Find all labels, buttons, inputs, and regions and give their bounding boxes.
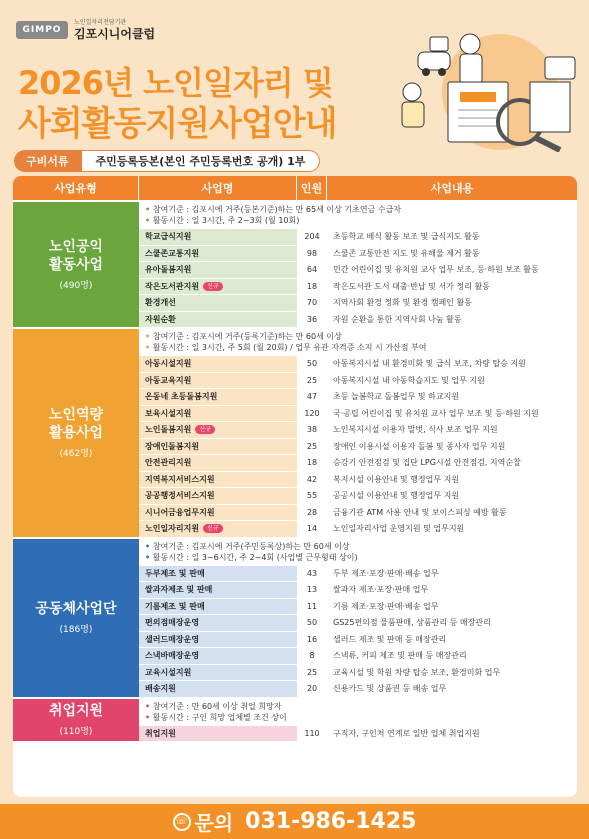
program-name	[139, 312, 297, 328]
section-notes	[139, 329, 577, 355]
program-name	[139, 566, 297, 582]
section-count: (462명)	[59, 449, 93, 460]
program-count: 14	[297, 521, 327, 537]
note-text: 참여기준 : 김포시에 거주(등록기준)하는 만 60세 이상	[152, 332, 342, 341]
program-name-text: 환경개선	[145, 298, 176, 308]
table-row	[139, 565, 577, 582]
program-section	[13, 200, 577, 327]
program-name	[139, 295, 297, 311]
program-count: 25	[297, 439, 327, 455]
program-count: 38	[297, 422, 327, 438]
program-name-text: 두부제조 및 판매	[145, 568, 205, 578]
table-row	[139, 454, 577, 471]
program-name	[139, 406, 297, 422]
program-desc: GS25편의점 물품판매, 상품관리 등 매장관리	[327, 615, 577, 631]
program-count: 42	[297, 472, 327, 488]
program-name	[139, 472, 297, 488]
table-row	[139, 680, 577, 697]
program-name-text: 학교급식지원	[145, 232, 192, 242]
table-row	[139, 311, 577, 328]
program-count: 25	[297, 665, 327, 681]
program-count: 16	[297, 632, 327, 648]
note-text: 활동시간 : 구인 희망 업체별 조건 상이	[152, 712, 287, 722]
note-line	[145, 215, 571, 226]
bullet-icon: •	[145, 216, 153, 225]
note-line	[145, 342, 571, 353]
table-row	[139, 520, 577, 537]
section-notes	[139, 699, 577, 725]
table-row	[139, 664, 577, 681]
program-name	[139, 262, 297, 278]
program-count: 20	[297, 681, 327, 697]
note-line	[145, 712, 571, 723]
table-row	[139, 631, 577, 648]
program-desc: 지역사회 환경 정화 및 환경 캠페인 활동	[327, 295, 577, 311]
contact-footer	[0, 804, 589, 839]
header-type: 사업유형	[13, 176, 139, 200]
table-row	[139, 438, 577, 455]
table-row	[139, 228, 577, 245]
program-count: 8	[297, 648, 327, 664]
program-name-text: 시니어금융업무지원	[145, 507, 215, 517]
logo-name: 김포시니어클럽	[74, 27, 156, 41]
program-desc: 스쿨존 교통안전 지도 및 유해물 제거 활동	[327, 246, 577, 262]
table-row	[139, 487, 577, 504]
header-desc: 사업내용	[430, 182, 474, 195]
table-header	[13, 176, 577, 200]
note-text: 활동시간 : 일 3시간, 주 2~3회 (월 10회)	[152, 216, 300, 225]
contact-phone[interactable]: 031-986-1425	[245, 809, 417, 834]
program-name-text: 작은도서관지원	[145, 281, 200, 291]
section-count: (110명)	[59, 727, 93, 738]
program-desc: 장애인 이용시설 이용자 돌봄 및 종사자 업무 지원	[327, 439, 577, 455]
program-name-text: 아동시설지원	[145, 359, 192, 369]
program-count: 36	[297, 312, 327, 328]
program-section	[13, 327, 577, 537]
table-row	[139, 647, 577, 664]
program-count: 98	[297, 246, 327, 262]
table-row	[139, 261, 577, 278]
logo-subtitle: 노인일자리전담기관	[74, 19, 127, 26]
bullet-icon: •	[145, 205, 153, 214]
program-desc: 신용카드 및 상품권 등 배송 업무	[327, 681, 577, 697]
program-desc: 승강기 안전점검 및 집단 LPG시설 안전점검, 지역순찰	[327, 455, 577, 471]
program-name	[139, 726, 297, 742]
program-count: 25	[297, 373, 327, 389]
required-docs	[14, 150, 574, 172]
table-row	[139, 471, 577, 488]
section-type	[13, 699, 139, 742]
program-section	[13, 537, 577, 697]
program-desc: 노인일자리사업 운영지원 및 업무지원	[327, 521, 577, 537]
program-desc: 쌀과자 제조·포장·판매 업무	[327, 582, 577, 598]
program-count: 70	[297, 295, 327, 311]
note-line	[145, 541, 571, 552]
program-desc: 자원 순환을 통한 지역사회 나눔 활동	[327, 312, 577, 328]
note-text: 참여기준 : 김포시에 거주(등본기준)하는 만 65세 이상 기초연금 수급자	[152, 205, 402, 214]
program-desc: 노인복지시설 이용자 말벗, 식사 보조 업무 지원	[327, 422, 577, 438]
program-name-text: 스쿨존교통지원	[145, 248, 200, 258]
program-desc: 민간 어린이집 및 유치원 교사 업무 보조, 등·하원 보조 활동	[327, 262, 577, 278]
hero	[0, 0, 589, 150]
table-row	[139, 581, 577, 598]
program-name-text: 배송지원	[145, 684, 176, 694]
bullet-icon: •	[145, 343, 153, 352]
program-count: 18	[297, 279, 327, 295]
program-name-text: 아동교육지원	[145, 375, 192, 385]
section-type	[13, 539, 139, 697]
program-section	[13, 697, 577, 742]
program-name-text: 편의점매장운영	[145, 618, 200, 628]
program-count: 18	[297, 455, 327, 471]
program-desc: 초등 늘봄학교 돌봄업무 및 하교지원	[327, 389, 577, 405]
program-name	[139, 505, 297, 521]
seniors-illustration	[380, 22, 580, 152]
table-row	[139, 504, 577, 521]
table-row	[139, 614, 577, 631]
program-count: 50	[297, 615, 327, 631]
program-name	[139, 582, 297, 598]
note-text: 참여기준 : 만 60세 이상 취업 희망자	[152, 701, 282, 711]
program-name	[139, 229, 297, 245]
program-desc: 공공시설 이용안내 및 행정업무 지원	[327, 488, 577, 504]
note-text: 활동시간 : 일 3시간, 주 5회 (월 20회) / 업무 유관 자격증 소지 시 가산점 부여	[152, 343, 427, 352]
program-name	[139, 389, 297, 405]
program-count: 55	[297, 488, 327, 504]
program-desc: 기름 제조·포장·판매·배송 업무	[327, 599, 577, 615]
program-name	[139, 615, 297, 631]
table-row	[139, 421, 577, 438]
program-count: 43	[297, 566, 327, 582]
program-table	[13, 176, 577, 797]
program-desc: 교육시설 및 학원 차량 탑승 보조, 환경미화 업무	[327, 665, 577, 681]
note-line	[145, 331, 571, 342]
program-desc: 복지시설 이용안내 및 행정업무 지원	[327, 472, 577, 488]
table-row	[139, 245, 577, 262]
docs-value: 주민등록등본(본인 주민등록번호 공개) 1부	[81, 150, 321, 172]
program-name-text: 샐러드매장운영	[145, 634, 200, 644]
new-badge: 신규	[195, 425, 215, 434]
program-desc: 구직자, 구인처 연계로 일반 업체 취업지원	[327, 726, 577, 742]
section-name: 취업지원	[48, 703, 104, 720]
section-name: 공동체사업단	[35, 600, 117, 617]
bullet-icon: •	[145, 712, 153, 722]
phone-icon: ☏	[173, 813, 191, 831]
table-row	[139, 355, 577, 372]
section-notes	[139, 202, 577, 228]
program-desc: 아동복지시설 내 아동학습지도 및 업무 지원	[327, 373, 577, 389]
program-name-text: 자원순환	[145, 314, 176, 324]
program-desc: 금융기관 ATM 사용 안내 및 보이스피싱 예방 활동	[327, 505, 577, 521]
page-title-line1: 2026년 노인일자리 및	[18, 64, 333, 102]
note-line	[145, 204, 571, 215]
program-count: 47	[297, 389, 327, 405]
program-name	[139, 599, 297, 615]
program-desc: 초등학교 배식 활동 보조 및 급식지도 활동	[327, 229, 577, 245]
table-row	[139, 372, 577, 389]
header-count: 인원	[297, 176, 327, 200]
program-name-text: 스낵바매장운영	[145, 651, 200, 661]
program-desc: 작은도서관 도서 대출·반납 및 서가 정리 활동	[327, 279, 577, 295]
bullet-icon: •	[145, 541, 153, 551]
program-count: 204	[297, 229, 327, 245]
contact-label: 문의	[194, 811, 234, 835]
program-name	[139, 455, 297, 471]
section-type	[13, 202, 139, 327]
program-name-text: 공공행정서비스지원	[145, 491, 215, 501]
program-name-text: 교육시설지원	[145, 667, 192, 677]
logo	[16, 20, 155, 40]
logo-badge: GIMPO	[16, 21, 68, 39]
program-name-text: 장애인돌봄지원	[145, 441, 200, 451]
program-name	[139, 373, 297, 389]
section-name: 노인역량 활용사업	[48, 407, 104, 442]
program-name	[139, 632, 297, 648]
program-count: 28	[297, 505, 327, 521]
section-name: 노인공익 활동사업	[48, 238, 104, 273]
program-name-text: 기름제조 및 판매	[145, 601, 205, 611]
program-name-text: 쌀과자제조 및 판매	[145, 585, 213, 595]
program-name-text: 유아돌봄지원	[145, 265, 192, 275]
program-name-text: 안전관리지원	[145, 458, 192, 468]
table-row	[139, 725, 577, 742]
program-name	[139, 246, 297, 262]
program-name	[139, 521, 297, 537]
program-desc: 샐러드 제조 및 판매 등 매장관리	[327, 632, 577, 648]
program-name	[139, 439, 297, 455]
program-name-text: 노인일자리지원	[145, 524, 200, 534]
table-row	[139, 388, 577, 405]
program-desc: 두부 제조·포장·판매·배송 업무	[327, 566, 577, 582]
program-count: 11	[297, 599, 327, 615]
note-line	[145, 552, 571, 563]
program-name	[139, 665, 297, 681]
program-name	[139, 356, 297, 372]
program-count: 110	[297, 726, 327, 742]
program-name-text: 지역복지서비스지원	[145, 474, 215, 484]
program-name	[139, 422, 297, 438]
program-desc: 국·공립 어린이집 및 유치원 교사 업무 보조 및 등·하원 지원	[327, 406, 577, 422]
bullet-icon: •	[145, 701, 153, 711]
section-count: (490명)	[59, 281, 93, 292]
program-name-text: 온동네 초등돌봄지원	[145, 392, 218, 402]
table-row	[139, 294, 577, 311]
program-count: 120	[297, 406, 327, 422]
section-notes	[139, 539, 577, 565]
program-count: 64	[297, 262, 327, 278]
note-line	[145, 701, 571, 712]
page-title-line2: 사회활동지원사업안내	[18, 104, 337, 144]
table-row	[139, 278, 577, 295]
new-badge: 신규	[203, 282, 223, 291]
program-desc: 아동복지시설 내 환경미화 및 급식 보조, 차량 탑승 지원	[327, 356, 577, 372]
table-row	[139, 405, 577, 422]
program-name-text: 취업지원	[145, 728, 176, 738]
program-name-text: 보육시설지원	[145, 408, 192, 418]
new-badge: 신규	[203, 524, 223, 533]
docs-label: 구비서류	[14, 150, 81, 172]
program-name	[139, 279, 297, 295]
bullet-icon: •	[145, 332, 153, 341]
note-text: 활동시간 : 일 3~6시간, 주 2~4회 (사업별 근무형태 상이)	[152, 552, 358, 562]
program-name	[139, 648, 297, 664]
program-desc: 스낵류, 커피 제조 및 판매 등 매장관리	[327, 648, 577, 664]
program-name	[139, 488, 297, 504]
program-name	[139, 681, 297, 697]
header-name: 사업명	[139, 176, 297, 200]
program-count: 50	[297, 356, 327, 372]
program-name-text: 노인돌봄지원	[145, 425, 192, 435]
table-row	[139, 598, 577, 615]
bullet-icon: •	[145, 552, 153, 562]
note-text: 참여기준 : 김포시에 거주(주민등록상)하는 만 60세 이상	[152, 541, 350, 551]
section-count: (186명)	[59, 625, 93, 636]
section-type	[13, 329, 139, 537]
program-count: 13	[297, 582, 327, 598]
